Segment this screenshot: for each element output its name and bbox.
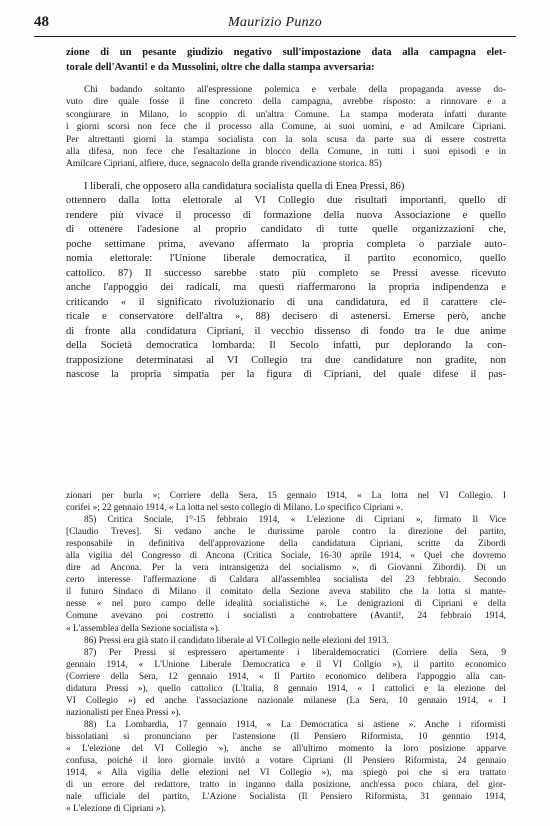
quote-line: scongiurare in Milano, lo scoppio di un'altra Comune. La stampa moderata infatti durante bbox=[66, 109, 506, 120]
body-paragraph bbox=[66, 180, 506, 383]
page-number: 48 bbox=[34, 14, 49, 30]
footnote-line: bissolatiani si pronunciano per l'astensione (Il Pensiero Riformista, 10 genntio 1914, bbox=[66, 731, 506, 742]
footnotes bbox=[66, 490, 506, 815]
footnote-line: alla vigilia del Congresso di Ancona (Critica Sociale, 16-30 aprile 1914, « Quel che dovremo bbox=[66, 551, 506, 562]
footnote-line: nale ufficiale del partito, L'Azione Socialista (Il Pensiero Riformista, 31 gennaio 1914, bbox=[66, 792, 506, 803]
quote-line: alla difesa, non fece che l'esaltazione in blocco della Comune, in tutti i suoi episodi e in bbox=[66, 146, 506, 157]
text-line: poche settimane prima, avevano affermato la propria completa o parziale auto- bbox=[66, 238, 506, 250]
footnote-line: 1914, « Alla vigilia delle elezioni nel VI Collegio »), ma spiegò poi che si era trattato bbox=[66, 768, 506, 779]
text-line: rendere più vivace il processo di formazione della nuova Associazione e quello bbox=[66, 209, 506, 221]
quote-line: i giorni scorsi non fece che il processo alla Comune, ai suoi uomini, e ad Amilcare Cipriani. bbox=[66, 122, 506, 133]
footnote-line: « L'elezione del VI Collegio »), anche se all'ultimo momento la loro posizione apparve bbox=[66, 743, 506, 754]
footnote-line: di un errore del redattore, tratto in inganno dalla posizione, anch'essa poco chiara, del gior- bbox=[66, 780, 506, 791]
footnote-line: zionari per burla »; Corriere della Sera, 15 gennaio 1914, « La lotta nel VI Collegio. I bbox=[66, 491, 506, 501]
quote-line: Chi badando soltanto all'espressione polemica e verbale della propaganda avesse do- bbox=[84, 85, 506, 95]
footnote-line: VI Collegio ») ed anche l'associazione nazionale milanese (La Sera, 10 gennaio 1914, « I bbox=[66, 695, 506, 706]
text-line: anche l'appoggio dei radicali, ma questi riaffermarono la propria indipendenza e bbox=[66, 282, 506, 294]
text-line: di ottenere l'adesione al proprio candidato di tutte quelle organizzazioni che, bbox=[66, 224, 506, 236]
footnote-line: dire ad Ancona. Per la vera intransigenza del socialismo », di Giovanni Zibordi). Di un bbox=[66, 563, 506, 574]
footnote-line: gennaio 1914, « L'Unione Liberale Democratica e il VI Collgio »), il partito economico bbox=[66, 659, 506, 670]
text-line: ottennero dalla lotta elettorale al VI Collegio due risultati importanti, quello di bbox=[66, 195, 506, 207]
text-line: ricale e conservatore dell'altra », 88) decisero di astenersi. Emerse però, anche bbox=[66, 311, 506, 323]
text-line: della Società democratica lombarda: Il Secolo infatti, pur deplorando la con- bbox=[66, 340, 506, 352]
footnote-line: « L'elezione di Cipriani »). bbox=[66, 804, 167, 815]
footnote-line: il futuro Sindaco di Milano il comitato della Sezione aveva stabilito che la lotta si mante- bbox=[66, 587, 506, 598]
text-line: trapposizione determinatasi al VI Collegio tra due candidature non gradite, non bbox=[66, 354, 506, 366]
footnote-line: 85) Critica Sociale, 1°-15 febbraio 1914, « L'elezione di Cipriani », firmato Il Vice bbox=[84, 515, 506, 526]
quote-line: Per altrettanti giorni la stampa socialista con la sola scusa da parte sua di essere costretta bbox=[66, 134, 506, 145]
text-line: nomia elettorale: l'Unione liberale democratica, il partito economico, quello bbox=[66, 253, 506, 265]
footnote-line: Comune avevano poi costretto i socialisti a controbattere (Avanti!, 24 febbraio 1914, bbox=[66, 611, 506, 622]
footnote-line: 88) La Lombardia, 17 gennaio 1914, « La Democratica si astiene ». Anche i riformisti bbox=[84, 719, 506, 730]
block-quote bbox=[66, 84, 506, 171]
text-line: I liberali, che opposero alla candidatura socialista quella di Enea Pressi, 86) bbox=[84, 180, 405, 192]
footnote-line: 86) Pressi era già stato il candidato liberale al VI Collegio nelle elezioni del 1913. bbox=[84, 635, 389, 646]
text-line: cattolico. 87) Il successo sarebbe stato più completo se Pressi avesse ricevuto bbox=[66, 267, 506, 279]
footnote-line: [Claudio Treves]. Si vedano anche le durissime parole contro la direzione del partito, bbox=[66, 527, 506, 538]
footnote-line: certo interesse l'affermazione di Caldara all'assemblea socialista del 23 febbraio. Secondo bbox=[66, 575, 506, 586]
text-line: criticando « il significato rivoluzionario di una candidatura, ed il carattere cle- bbox=[66, 296, 506, 308]
quote-line: vuto dire quale fosse il fine concreto della campagna, avrebbe risposto: a rinnovare e a bbox=[66, 97, 506, 108]
main-text bbox=[66, 45, 506, 383]
footnote-line: confusa, poiché il loro giornale invitò a votare Cipriani (Il Pensiero Riformista, 24 gennaio bbox=[66, 756, 506, 767]
footnote-line: responsabile in definitiva dell'approvazione della candidatura Cipriani, scritte da Zibordi bbox=[66, 539, 506, 550]
footnote-line: corifei »; 22 gennaio 1914, « La lotta nel sesto collegio di Milano. Lo specifico Cipriani ». bbox=[66, 503, 403, 514]
page-header bbox=[34, 14, 516, 34]
header-rule bbox=[34, 36, 516, 37]
text-line: torale dell'Avanti! e da Mussolini, oltre che dalla stampa avversaria: bbox=[66, 62, 375, 73]
text-line: di fronte alla condidatura Cipriani, il vecchio dissenso di fondo tra le due anime bbox=[66, 325, 506, 337]
footnote-line: didatura Pressi »), quello cattolico (L'Italia, 8 gennaio 1914, « I cattolici e la elezione del bbox=[66, 683, 506, 694]
footnote-line: nesse « nel puro campo delle idealità socialistiche ». Le denigrazioni di Cipriani e della bbox=[66, 599, 506, 610]
running-head: Maurizio Punzo bbox=[227, 15, 323, 30]
text-line: zione di un pesante giudizio negativo sull'impostazione data alla campagna elet- bbox=[66, 47, 506, 58]
intro-paragraph bbox=[66, 45, 506, 75]
footnote-line: « L'assemblea della Sezione socialista »). bbox=[66, 623, 220, 634]
footnote-line: nazionalisti per Enea Pressi »). bbox=[66, 707, 181, 718]
footnote-line: 87) Per Pressi si espressero apertamente i liberaldemocratici (Corriere della Sera, 9 bbox=[84, 647, 506, 658]
text-line: nascose la propria simpatia per la figura di Cipriani, del quale difese il pas- bbox=[66, 369, 506, 381]
quote-line: Amilcare Cipriani, alfiere, duce, segnacolo della grande rivendicazione storica. 85) bbox=[66, 159, 382, 170]
footnote-line: (Corriere della Sera, 12 gennaio 1914, « Il Partito economico delibera l'appoggio alla can- bbox=[66, 671, 506, 682]
